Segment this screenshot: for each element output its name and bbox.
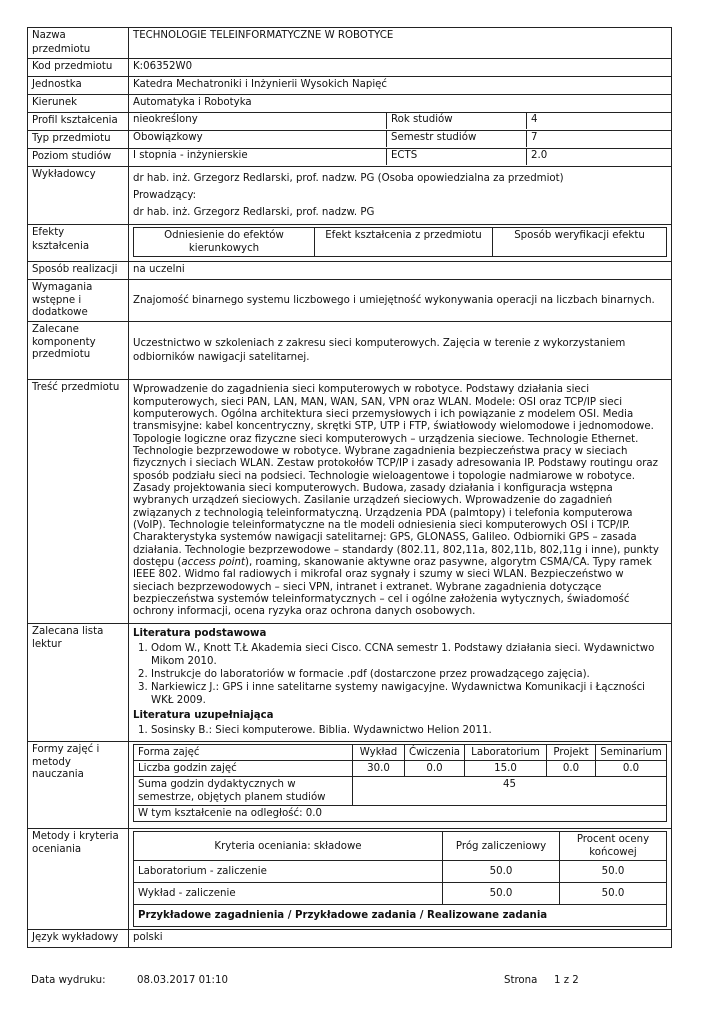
type-label: Typ przedmiotu xyxy=(28,131,129,149)
basic-literature-heading: Literatura podstawowa xyxy=(133,628,267,639)
language-label: Język wykładowy xyxy=(28,930,129,948)
outcomes-table xyxy=(133,227,667,257)
delivery-value: na uczelni xyxy=(129,262,672,280)
forms-header-project: Projekt xyxy=(547,745,596,761)
literature-item: 1. Odom W., Knott T.Ł Akademia sieci Cisco. CCNA semestr 1. Podstawy działania sieci. Wydawnictwo Mikom 2010. xyxy=(151,642,667,668)
class-forms-label: Formy zajęć i metody nauczania xyxy=(28,742,129,829)
assessment-row-criterion: Laboratorium - zaliczenie xyxy=(134,861,443,883)
forms-header-lab: Laboratorium xyxy=(465,745,547,761)
readings-label: Zalecana lista lektur xyxy=(28,624,129,742)
hours-label: Liczba godzin zajęć xyxy=(134,761,353,777)
field-label: Kierunek xyxy=(28,95,129,113)
class-forms-table xyxy=(133,744,667,822)
print-date-label: Data wydruku: xyxy=(31,975,106,986)
content-text xyxy=(129,380,672,624)
delivery-label: Sposób realizacji xyxy=(28,262,129,280)
content-text-italic: access point xyxy=(181,557,245,569)
field-value: Automatyka i Robotyka xyxy=(129,95,672,113)
year-label: Rok studiów xyxy=(387,113,527,129)
semester-label: Semestr studiów xyxy=(387,131,527,147)
course-table xyxy=(27,27,672,948)
hours-seminar: 0.0 xyxy=(596,761,667,777)
hours-lab: 15.0 xyxy=(465,761,547,777)
hours-lecture: 30.0 xyxy=(353,761,405,777)
content-label: Treść przedmiotu xyxy=(28,380,129,624)
outcomes-header-verification: Sposób weryfikacji efektu xyxy=(493,228,667,257)
assessment-table xyxy=(133,831,667,927)
instructor-name: dr hab. inż. Grzegorz Redlarski, prof. nadzw. PG xyxy=(133,207,375,218)
assessment-label: Metody i kryteria oceniania xyxy=(28,829,129,930)
course-card xyxy=(27,27,672,948)
prerequisites-value: Znajomość binarnego systemu liczbowego i umiejętność wykonywania operacji na liczbach binarnych. xyxy=(129,280,672,322)
type-value: Obowiązkowy xyxy=(129,131,387,147)
assessment-header-criteria: Kryteria oceniania: składowe xyxy=(134,832,443,861)
content-text-part2: ), roaming, skanowanie aktywne oraz pasywne, algorytm CSMA/CA. Typy ramek IEEE 802. Widmo fal radiowych i mikrofal oraz sygnały i szumy w sieci WLAN. Bezpieczeństwo w sieciach bezprzewodowych – sieci VPN, intranet i extranet. Wybrane zagadnienia dotyczące bezpieczeństwa systemów teleinformatycznych – cel i ogólne założenia wytycznych, świadomość ochrony informacji, ocena ryzyka oraz ochrona danych osobowych. xyxy=(133,557,652,618)
instructors-heading: Prowadzący: xyxy=(133,190,197,201)
page-label: Strona xyxy=(504,975,538,986)
page-number: 1 z 2 xyxy=(554,975,579,986)
prerequisites-label: Wymagania wstępne i dodatkowe xyxy=(28,280,129,322)
recommended-label: Zalecane komponenty przedmiotu xyxy=(28,322,129,380)
lecturers-label: Wykładowcy xyxy=(28,167,129,225)
supplementary-literature-heading: Literatura uzupełniająca xyxy=(133,710,274,721)
assessment-row-percent: 50.0 xyxy=(560,883,667,905)
language-value: polski xyxy=(129,930,672,948)
outcomes-header-effect: Efekt kształcenia z przedmiotu xyxy=(315,228,493,257)
course-name-value: TECHNOLOGIE TELEINFORMATYCZNE W ROBOTYCE xyxy=(129,28,672,59)
course-code-label: Kod przedmiotu xyxy=(28,59,129,77)
recommended-value: Uczestnictwo w szkoleniach z zakresu sieci komputerowych. Zajęcia w terenie z wykorzystaniem odbiorników nawigacji satelitarnej. xyxy=(129,322,672,380)
semester-value: 7 xyxy=(531,132,538,143)
unit-value: Katedra Mechatroniki i Inżynierii Wysokich Napięć xyxy=(129,77,672,95)
total-hours-label: Suma godzin dydaktycznych w semestrze, objętych planem studiów xyxy=(134,777,353,806)
assessment-row-threshold: 50.0 xyxy=(443,861,560,883)
lecturer-main: dr hab. inż. Grzegorz Redlarski, prof. nadzw. PG (Osoba opowiedzialna za przedmiot) xyxy=(133,173,564,184)
hours-project: 0.0 xyxy=(547,761,596,777)
ects-label: ECTS xyxy=(387,149,527,165)
literature-item: 3. Narkiewicz J.: GPS i inne satelitarne systemy nawigacyjne. Wydawnictwa Komunikacji i Łączności WKŁ 2009. xyxy=(151,681,667,707)
total-hours-value: 45 xyxy=(353,777,667,806)
assessment-row-threshold: 50.0 xyxy=(443,883,560,905)
hours-exercises: 0.0 xyxy=(405,761,465,777)
level-value: I stopnia - inżynierskie xyxy=(129,149,387,165)
assessment-row-percent: 50.0 xyxy=(560,861,667,883)
course-name-label: Nazwa przedmiotu xyxy=(28,28,129,59)
year-value: 4 xyxy=(531,114,538,125)
forms-header-lecture: Wykład xyxy=(353,745,405,761)
remote-learning: W tym kształcenie na odległość: 0.0 xyxy=(134,806,667,822)
print-date-value: 08.03.2017 01:10 xyxy=(137,975,228,986)
outcomes-header-reference: Odniesienie do efektów kierunkowych xyxy=(134,228,315,257)
literature-item: 2. Instrukcje do laboratoriów w formacie .pdf (dostarczone przez prowadzącego zajęcia). xyxy=(151,668,667,681)
content-text-part1: Wprowadzenie do zagadnienia sieci komputerowych w robotyce. Podstawy działania sieci komputerowych, sieci PAN, LAN, MAN, WAN, SAN, VPN oraz WLAN. Modele: OSI oraz TCP/IP sieci komputerowych. Ogólna architektura sieci przemysłowych i ich powiązanie z modelem OSI. Media transmisyjne: kabel koncentryczny, skrętki STP, UTP i FTP, światłowody wielomodowe i jednomodowe. Topologie logiczne oraz fizyczne sieci komputerowych – urządzenia sieciowe. Technologie Ethernet. Technologie bezprzewodowe w robotyce. Wybrane zagadnienia bezpieczeństwa pracy w sieciach fizycznych i sieciach WLAN. Zestaw protokołów TCP/IP i zasady adresowania IP. Podstawy routingu oraz sposób podziału sieci na podsieci. Technologie wieloagentowe i topologie nadmiarowe w robotyce. Zasady projektowania sieci komputerowych. Budowa, zasady działania i konfiguracja wstępna wybranych urządzeń sieciowych. Zasilanie urządzeń sieciowych. Wprowadzenie do zagadnień związanych z technologią teleinformatyczną. Urządzenia PDA (palmtopy) i telefonia komputerowa (VoIP). Technologie teleinformatyczne na tle modeli odniesienia sieci komputerowych OSI i TCP/IP. Charakterystyka systemów nawigacji satelitarnej: GPS, GLONASS, Galileo. Odbiorniki GPS – zasada działania. Technologie bezprzewodowe – standardy (802.11, 802,11a, 802,11b, 802,11g i inne), punkty dostępu ( xyxy=(133,384,659,569)
assessment-row-criterion: Wykład - zaliczenie xyxy=(134,883,443,905)
forms-header-exercises: Ćwiczenia xyxy=(405,745,465,761)
assessment-header-threshold: Próg zaliczeniowy xyxy=(443,832,560,861)
level-label: Poziom studiów xyxy=(28,149,129,167)
sample-tasks-heading: Przykładowe zagadnienia / Przykładowe zadania / Realizowane zadania xyxy=(134,905,667,927)
profile-value: nieokreślony xyxy=(129,113,387,129)
assessment-header-percent: Procent oceny końcowej xyxy=(560,832,667,861)
course-code-value: K:06352W0 xyxy=(129,59,672,77)
profile-label: Profil kształcenia xyxy=(28,113,129,131)
basic-literature-list xyxy=(133,642,667,707)
forms-header-form: Forma zajęć xyxy=(134,745,353,761)
supplementary-literature-list xyxy=(133,724,667,737)
ects-value: 2.0 xyxy=(531,150,548,161)
forms-header-seminar: Seminarium xyxy=(596,745,667,761)
unit-label: Jednostka xyxy=(28,77,129,95)
literature-item: 1. Sosinsky B.: Sieci komputerowe. Biblia. Wydawnictwo Helion 2011. xyxy=(151,724,667,737)
outcomes-label: Efekty kształcenia xyxy=(28,225,129,262)
